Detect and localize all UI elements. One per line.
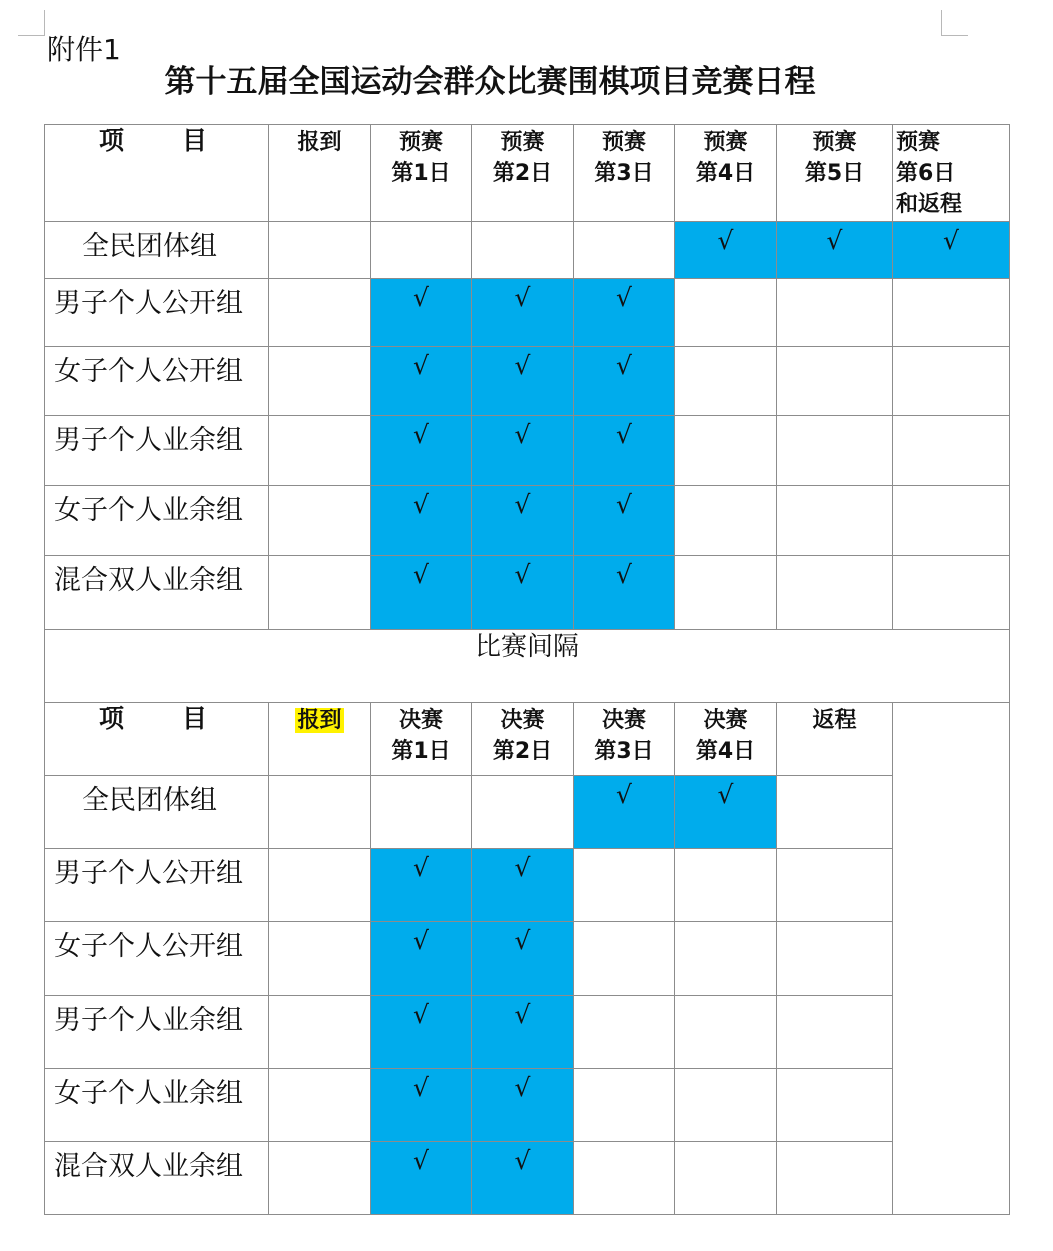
item-header-char: 目 xyxy=(182,126,208,155)
checkin-cell xyxy=(268,1068,371,1142)
check-mark-cell: √ xyxy=(471,485,574,556)
empty-cell xyxy=(471,221,574,279)
check-mark-cell: √ xyxy=(370,485,472,556)
check-mark-cell: √ xyxy=(471,346,574,416)
empty-cell xyxy=(674,278,777,347)
row-label: 全民团体组 xyxy=(44,221,269,279)
empty-cell xyxy=(674,1068,777,1142)
header-line: 第2日 xyxy=(492,739,553,764)
check-mark-cell: √ xyxy=(471,1068,574,1142)
check-mark-cell: √ xyxy=(370,555,472,630)
check-mark-cell: √ xyxy=(573,346,675,416)
empty-cell xyxy=(370,221,472,279)
header-line: 决赛 xyxy=(601,708,646,733)
empty-cell xyxy=(674,485,777,556)
day-column-header xyxy=(776,124,893,222)
checkin-cell xyxy=(268,995,371,1069)
empty-cell xyxy=(776,415,893,486)
check-mark-cell: √ xyxy=(370,278,472,347)
empty-cell xyxy=(892,485,1010,556)
checkin-cell xyxy=(268,1141,371,1215)
empty-cell xyxy=(573,1141,675,1215)
day-column-header xyxy=(776,702,893,776)
empty-cell xyxy=(776,775,893,849)
header-line: 第4日 xyxy=(695,161,756,186)
check-mark-cell: √ xyxy=(573,775,675,849)
check-mark-cell: √ xyxy=(674,221,777,279)
empty-cell xyxy=(892,278,1010,347)
checkin-cell xyxy=(268,415,371,486)
row-label: 男子个人公开组 xyxy=(44,848,269,922)
checkin-column-header xyxy=(268,702,371,776)
item-header-char: 目 xyxy=(182,704,208,733)
checkin-cell xyxy=(268,485,371,556)
empty-cell xyxy=(776,555,893,630)
header-line: 第2日 xyxy=(492,161,553,186)
checkin-cell xyxy=(268,775,371,849)
row-label: 女子个人公开组 xyxy=(44,346,269,416)
check-mark-cell: √ xyxy=(370,415,472,486)
day-column-header xyxy=(573,702,675,776)
empty-cell xyxy=(776,848,893,922)
row-label: 女子个人公开组 xyxy=(44,921,269,996)
check-mark-cell: √ xyxy=(573,415,675,486)
header-line: 第1日 xyxy=(391,739,451,764)
check-mark-cell: √ xyxy=(471,921,574,996)
row-label: 男子个人公开组 xyxy=(44,278,269,347)
empty-cell xyxy=(674,555,777,630)
empty-cell xyxy=(573,848,675,922)
empty-cell xyxy=(573,921,675,996)
empty-cell xyxy=(471,775,574,849)
row-label: 全民团体组 xyxy=(44,775,269,849)
check-mark-cell: √ xyxy=(471,848,574,922)
item-header-char: 项 xyxy=(99,126,125,155)
day-column-header xyxy=(674,124,777,222)
check-mark-cell: √ xyxy=(370,995,472,1069)
empty-cell xyxy=(892,346,1010,416)
page-title: 第十五届全国运动会群众比赛围棋项目竞赛日程 xyxy=(164,64,816,100)
day-column-header xyxy=(370,702,472,776)
checkin-cell xyxy=(268,278,371,347)
header-line: 第5日 xyxy=(804,161,865,186)
checkin-cell xyxy=(268,346,371,416)
checkin-cell xyxy=(268,848,371,922)
header-line: 第1日 xyxy=(391,161,451,186)
empty-cell xyxy=(892,555,1010,630)
checkin-cell xyxy=(268,221,371,279)
empty-cell xyxy=(674,1141,777,1215)
check-mark-cell: √ xyxy=(471,1141,574,1215)
empty-cell xyxy=(776,1141,893,1215)
check-mark-cell: √ xyxy=(776,221,893,279)
item-column-header xyxy=(44,124,269,222)
row-label: 女子个人业余组 xyxy=(44,1068,269,1142)
day-column-header xyxy=(674,702,777,776)
day-column-header xyxy=(471,702,574,776)
item-column-header xyxy=(44,702,269,776)
day-column-header xyxy=(573,124,675,222)
header-line: 第3日 xyxy=(594,161,654,186)
check-mark-cell: √ xyxy=(573,485,675,556)
header-line: 预赛 xyxy=(500,130,545,155)
header-line: 预赛 xyxy=(398,130,443,155)
empty-cell xyxy=(776,346,893,416)
header-line: 第6日 xyxy=(896,161,956,186)
corner-crop-mark xyxy=(44,10,45,36)
corner-crop-mark xyxy=(941,10,942,36)
empty-cell xyxy=(573,1068,675,1142)
empty-cell xyxy=(776,921,893,996)
check-mark-cell: √ xyxy=(370,848,472,922)
row-label: 混合双人业余组 xyxy=(44,555,269,630)
blank-merged-cell xyxy=(892,702,1010,1215)
empty-cell xyxy=(674,848,777,922)
item-header-char: 项 xyxy=(99,704,125,733)
empty-cell xyxy=(573,995,675,1069)
check-mark-cell: √ xyxy=(370,346,472,416)
header-line: 第4日 xyxy=(695,739,756,764)
header-line: 第3日 xyxy=(594,739,654,764)
empty-cell xyxy=(776,485,893,556)
empty-cell xyxy=(776,1068,893,1142)
checkin-label: 报到 xyxy=(297,130,342,155)
empty-cell xyxy=(674,346,777,416)
header-line: 预赛 xyxy=(601,130,646,155)
checkin-cell xyxy=(268,555,371,630)
empty-cell xyxy=(776,995,893,1069)
check-mark-cell: √ xyxy=(674,775,777,849)
corner-crop-mark xyxy=(18,35,45,36)
check-mark-cell: √ xyxy=(573,555,675,630)
check-mark-cell: √ xyxy=(471,278,574,347)
check-mark-cell: √ xyxy=(370,1141,472,1215)
check-mark-cell: √ xyxy=(471,415,574,486)
header-line: 预赛 xyxy=(703,130,748,155)
header-line: 和返程 xyxy=(896,192,963,217)
day-column-header xyxy=(892,124,1010,222)
row-label: 男子个人业余组 xyxy=(44,415,269,486)
empty-cell xyxy=(674,995,777,1069)
check-mark-cell: √ xyxy=(370,1068,472,1142)
checkin-column-header xyxy=(268,124,371,222)
check-mark-cell: √ xyxy=(892,221,1010,279)
empty-cell xyxy=(370,775,472,849)
empty-cell xyxy=(892,415,1010,486)
check-mark-cell: √ xyxy=(370,921,472,996)
day-column-header xyxy=(370,124,472,222)
empty-cell xyxy=(573,221,675,279)
header-line: 决赛 xyxy=(398,708,443,733)
checkin-label: 报到 xyxy=(297,708,342,733)
empty-cell xyxy=(776,278,893,347)
check-mark-cell: √ xyxy=(573,278,675,347)
empty-cell xyxy=(674,415,777,486)
check-mark-cell: √ xyxy=(471,555,574,630)
header-line: 决赛 xyxy=(703,708,748,733)
row-label: 混合双人业余组 xyxy=(44,1141,269,1215)
annex-label: 附件1 xyxy=(47,33,121,66)
row-label: 女子个人业余组 xyxy=(44,485,269,556)
check-mark-cell: √ xyxy=(471,995,574,1069)
checkin-cell xyxy=(268,921,371,996)
interval-row: 比赛间隔 xyxy=(44,629,1010,703)
header-line: 返程 xyxy=(812,708,857,733)
corner-crop-mark xyxy=(941,35,968,36)
header-line: 决赛 xyxy=(500,708,545,733)
header-line: 预赛 xyxy=(812,130,857,155)
day-column-header xyxy=(471,124,574,222)
row-label: 男子个人业余组 xyxy=(44,995,269,1069)
empty-cell xyxy=(674,921,777,996)
header-line: 预赛 xyxy=(896,130,941,155)
